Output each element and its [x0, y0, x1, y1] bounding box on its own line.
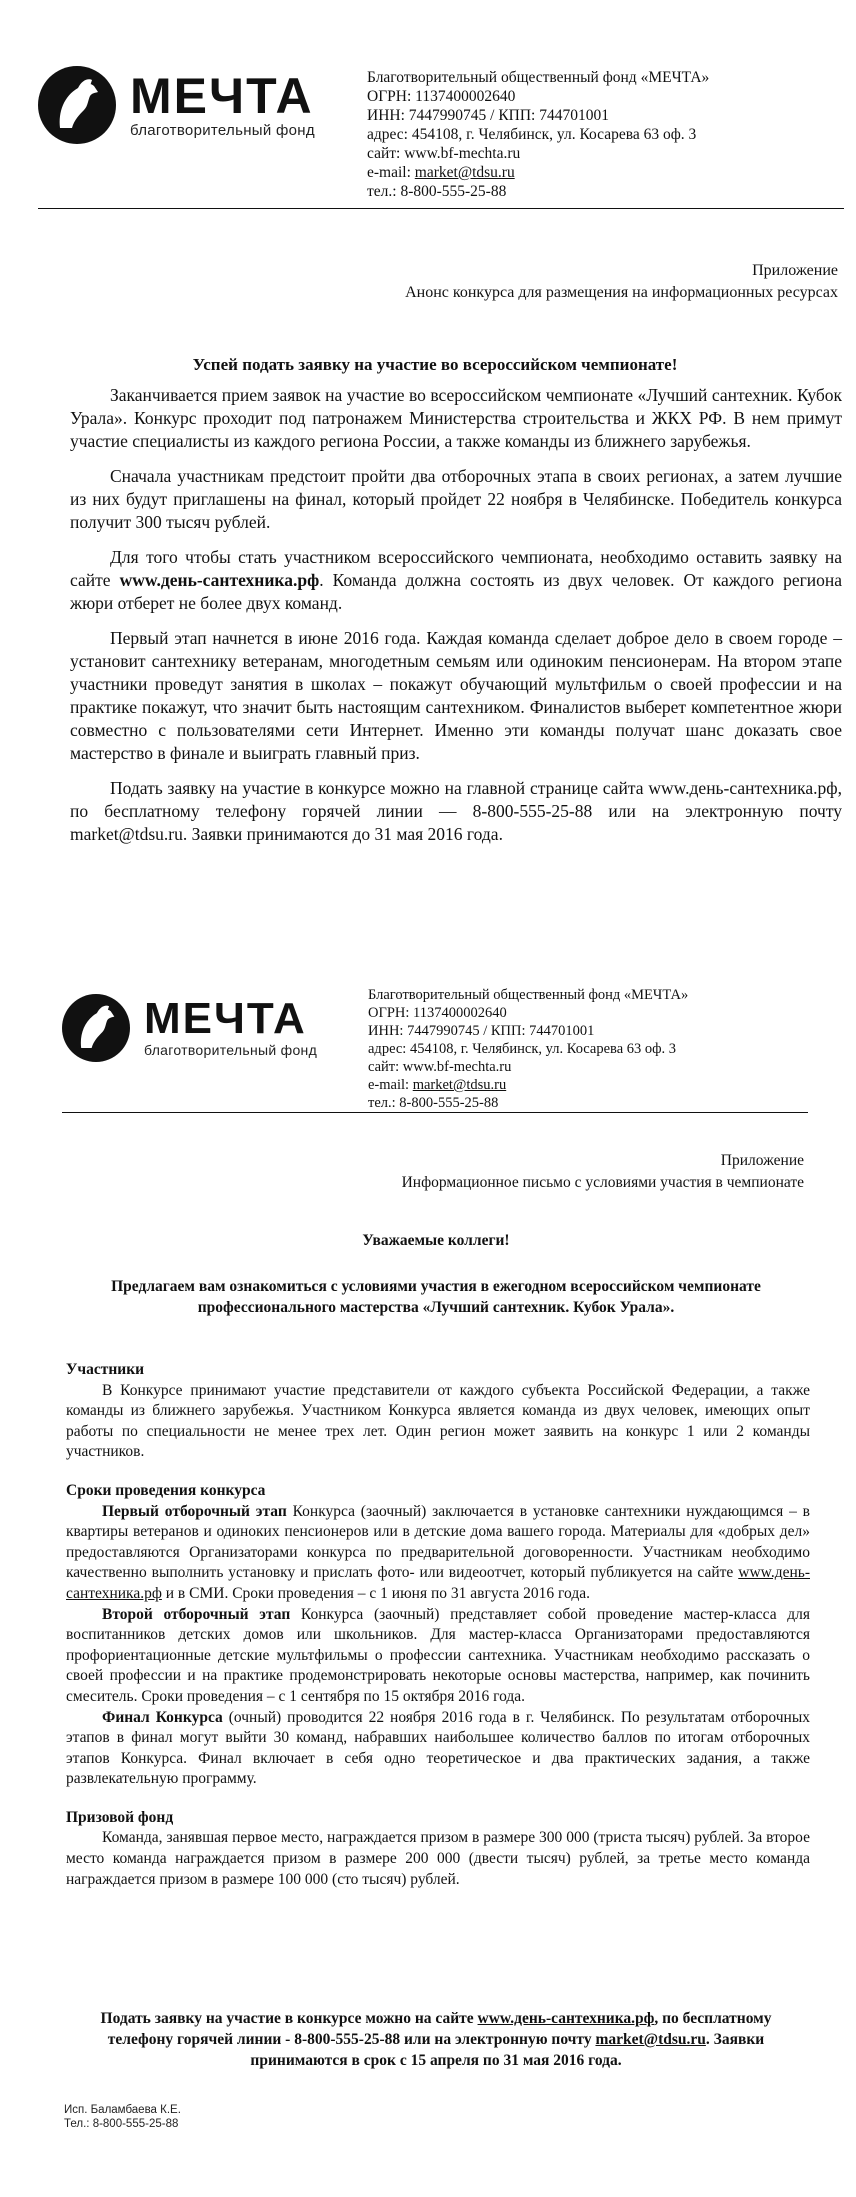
fund-logo — [62, 994, 317, 1062]
paragraph: Заканчивается прием заявок на участие во всероссийском чемпионате «Лучший сантехник. Кубок Урала». Конкурс проходит под патронажем Министерства строительства и ЖКХ РФ. В нем примут участие специалисты из каждого региона России, а также команды из ближнего зарубежья. — [70, 385, 842, 451]
org-site: сайт: www.bf-mechta.ru — [367, 145, 521, 162]
org-name: Благотворительный общественный фонд «МЕЧТА» — [367, 69, 710, 86]
announcement-body — [70, 384, 842, 858]
email-link[interactable]: market@tdsu.ru — [595, 2031, 706, 2048]
email-label: e-mail: — [367, 164, 415, 181]
paragraph: Первый этап начнется в июне 2016 года. Каждая команда сделает доброе дело в своем городе – установит сантехнику ветеранам, многодетным семьям или одиноким пенсионерам. На втором этапе участники проведут занятия в школах – покажут обучающий мультфильм о своей профессии и на практике покажут, что значит быть настоящим сантехником. Финалистов выберет компетентное жюри совместно с пользователями сети Интернет. Именно эти команды получат шанс доказать свое мастерство в финале и выиграть главный приз. — [70, 628, 842, 763]
announcement-title: Успей подать заявку на участие во всероссийском чемпионате! — [192, 355, 678, 374]
org-address: адрес: 454108, г. Челябинск, ул. Косарева 63 оф. 3 — [367, 126, 697, 143]
email-label: e-mail: — [368, 1077, 413, 1093]
site-link[interactable]: www.день-сантехника.рф — [66, 1564, 810, 1602]
section-title-participants: Участники — [66, 1361, 145, 1378]
site-link[interactable]: www.день-сантехника.рф — [119, 570, 320, 590]
horse-emblem-icon — [38, 66, 116, 144]
document-page-2 — [0, 960, 856, 2197]
org-ogrn: ОГРН: 1137400002640 — [368, 1005, 507, 1021]
document-page-1 — [0, 0, 856, 900]
closing-text: Подать заявку на участие в конкурсе можно на сайте www.день-сантехника.рф, по бесплатному телефону горячей линии - 8-800-555-25-88 или на электронную почту market@tdsu.ru. Заявки принимаются в срок с 15 апреля по 31 мая 2016 года. — [100, 2010, 772, 2069]
org-inn-kpp: ИНН: 7447990745 / КПП: 744701001 — [368, 1023, 595, 1039]
stage1-text: Первый отборочный этап Конкурса (заочный) заключается в установке сантехники нуждающимся – в квартиры ветеранов и одиноких пенсионеров или в детские дома вашего города. Материалы для «добрых дел» предоставляются Организаторами конкурса по предварительной договоренности. Участникам необходимо качественно выполнить установку и прислать фото- или видеоотчет, который публикуется на сайте www.день-сантехника.рф и в СМИ. Сроки проведения – с 1 июня по 31 августа 2016 года. — [66, 1502, 810, 1602]
header-divider — [62, 1112, 808, 1113]
intro-text: Предлагаем вам ознакомиться с условиями участия в ежегодном всероссийском чемпионате профессионального мастерства «Лучший сантехник. Кубок Урала». — [111, 1278, 761, 1316]
fund-logo — [38, 66, 315, 144]
org-inn-kpp: ИНН: 7447990745 / КПП: 744701001 — [367, 107, 609, 124]
org-ogrn: ОГРН: 1137400002640 — [367, 88, 516, 105]
executor-info — [64, 2103, 181, 2131]
logo-title: МЕЧТА — [130, 67, 314, 124]
section-title-prizes: Призовой фонд — [66, 1808, 174, 1826]
site-link[interactable]: www.день-сантехника.рф — [477, 2010, 655, 2027]
email-link[interactable]: market@tdsu.ru — [414, 164, 515, 181]
stage2-text: Второй отборочный этап Конкурса (заочный) представляет собой проведение мастер-класса для воспитанников детских домов или школьников. Для мастер-класса Организаторами предоставляются профориентационные детские мультфильмы о профессии сантехника. Участникам необходимо рассказать о своей профессии и на практике продемонстрировать некоторые основы мастерства, например, как починить смеситель. Сроки проведения – с 1 сентября по 15 октября 2016 года. — [66, 1605, 810, 1705]
annex-block — [402, 1150, 804, 1194]
org-email — [368, 1076, 688, 1094]
prizes-text: Команда, занявшая первое место, награждается призом в размере 300 000 (триста тысяч) рублей. За второе место команда награждается призом в размере 200 000 (двести тысяч) рублей, за третье место команда награждается призом в размере 100 000 (сто тысяч) рублей. — [66, 1829, 810, 1888]
executor-phone: Тел.: 8-800-555-25-88 — [64, 2118, 179, 2130]
horse-emblem-icon — [62, 994, 130, 1062]
paragraph: Подать заявку на участие в конкурсе можно на главной странице сайта www.день-сантехника.рф, по бесплатному телефону горячей линии — 8-800-555-25-88 или на электронную почту market@tdsu.ru. Заявки принимаются до 31 мая 2016 года. — [70, 778, 842, 844]
annex-description: Анонс конкурса для размещения на информационных ресурсах — [405, 284, 838, 301]
annex-label: Приложение — [720, 1152, 804, 1169]
organization-details — [367, 68, 709, 201]
org-site: сайт: www.bf-mechta.ru — [368, 1059, 512, 1075]
email-link[interactable]: market@tdsu.ru — [412, 1077, 507, 1093]
header-divider — [38, 208, 844, 209]
logo-title: МЕЧТА — [144, 994, 307, 1043]
org-address: адрес: 454108, г. Челябинск, ул. Косарева 63 оф. 3 — [368, 1041, 677, 1057]
section-title-dates: Сроки проведения конкурса — [66, 1481, 266, 1499]
conditions-body — [66, 1360, 810, 1890]
org-name: Благотворительный общественный фонд «МЕЧТА» — [368, 987, 689, 1003]
paragraph: Сначала участникам предстоит пройти два отборочных этапа в своих регионах, а затем лучшие из них будут приглашены на финал, который пройдет 22 ноября в Челябинске. Победитель конкурса получит 300 тысяч рублей. — [70, 466, 842, 532]
annex-label: Приложение — [752, 262, 838, 279]
org-phone: тел.: 8-800-555-25-88 — [368, 1095, 499, 1111]
paragraph: Для того чтобы стать участником всероссийского чемпионата, необходимо оставить заявку на сайте www.день-сантехника.рф. Команда должна состоять из двух человек. От каждого региона жюри отберет не более двух команд. — [70, 547, 843, 613]
annex-block — [405, 260, 838, 304]
organization-details — [368, 986, 688, 1112]
final-stage-text: Финал Конкурса (очный) проводится 22 ноября 2016 года в г. Челябинск. По результатам отборочных этапов в финал могут выйти 30 команд, набравших наибольшее количество баллов по итогам отборочных этапов Конкурса. Финал включает в себя одно теоретическое и два практических задания, а также развлекательную программу. — [66, 1708, 810, 1788]
logo-subtitle: благотворительный фонд — [130, 121, 315, 139]
logo-subtitle: благотворительный фонд — [144, 1042, 318, 1058]
participants-text: В Конкурсе принимают участие представители от каждого субъекта Российской Федерации, а также команды из ближнего зарубежья. Участником Конкурса является команда из двух человек, имеющих опыт работы по специальности не менее трех лет. Один регион может заявить на конкурс 1 или 2 команды участников. — [66, 1381, 810, 1461]
annex-description: Информационное письмо с условиями участия в чемпионате — [401, 1174, 804, 1191]
executor-name: Исп. Баламбаева К.Е. — [64, 2104, 181, 2116]
greeting: Уважаемые коллеги! — [362, 1232, 510, 1249]
org-email — [367, 163, 709, 182]
org-phone: тел.: 8-800-555-25-88 — [367, 183, 507, 200]
